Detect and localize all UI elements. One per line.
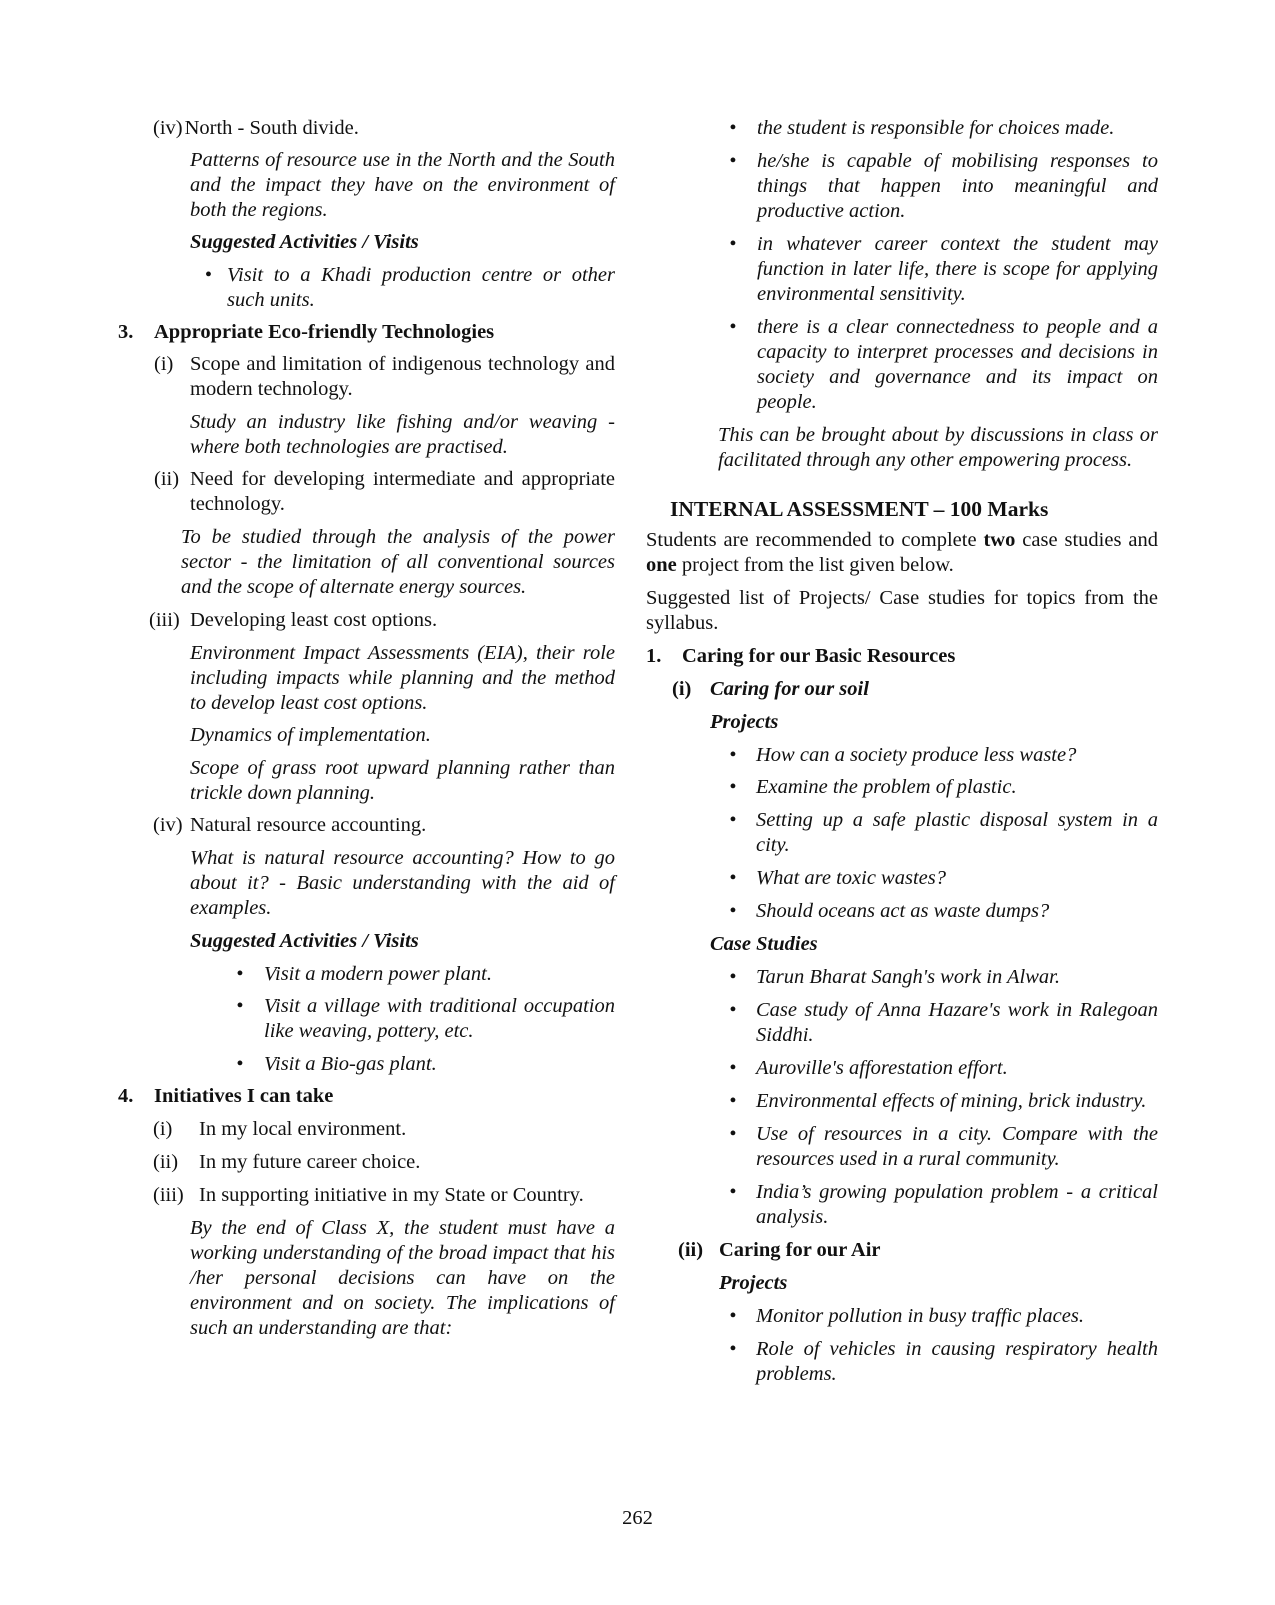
initiative-item	[153, 1117, 615, 1142]
list-item-text: India’s growing population problem - a critical analysis.	[756, 1181, 1158, 1228]
bullet-icon: •	[729, 233, 737, 255]
list-item	[710, 1337, 1158, 1387]
list-item	[710, 1304, 1158, 1329]
item-label: (i)	[153, 1118, 173, 1140]
list-item	[710, 965, 1158, 990]
emphasis-one: one	[646, 554, 677, 576]
text-segment: Students are recommended to complete	[646, 529, 984, 551]
list-item	[709, 149, 1158, 224]
subtopic-soil-heading	[672, 677, 1158, 702]
bullet-icon: •	[729, 966, 737, 988]
list-item-text: there is a clear connectedness to people and a capacity to interpret processes and decisions in society and governance and its impact on people.	[757, 316, 1158, 413]
item-label: (ii)	[154, 468, 180, 490]
bullet-icon: •	[729, 316, 737, 338]
item-text: In my local environment.	[199, 1118, 407, 1140]
subsection-iv-accounting	[153, 813, 615, 838]
section-title: Caring for our Basic Resources	[682, 645, 956, 667]
bullet-icon: •	[729, 809, 737, 831]
activities-heading: Suggested Activities / Visits	[190, 231, 419, 253]
list-item-text: Use of resources in a city. Compare with the resources used in a rural community.	[756, 1123, 1158, 1170]
bullet-icon: •	[729, 900, 737, 922]
assessment-paragraph: Suggested list of Projects/ Case studies for topics from the syllabus.	[646, 587, 1158, 634]
item-title: Need for developing intermediate and appropriate technology.	[190, 468, 615, 515]
list-item-text: What are toxic wastes?	[756, 867, 946, 889]
bullet-icon: •	[204, 264, 213, 286]
bullet-icon: •	[729, 1181, 737, 1203]
list-item	[709, 315, 1158, 415]
item-description: What is natural resource accounting? How to go about it? - Basic understanding with the aid of examples.	[190, 847, 615, 919]
bullet-icon: •	[729, 776, 737, 798]
bullet-icon: •	[729, 1090, 737, 1112]
subsection-iv-north-south	[153, 116, 615, 141]
bullet-icon: •	[729, 744, 737, 766]
list-item	[710, 743, 1158, 768]
list-item	[710, 775, 1158, 800]
item-title: Developing least cost options.	[190, 609, 438, 631]
list-item	[216, 1052, 615, 1077]
bullet-icon: •	[236, 1053, 244, 1075]
item-description: Scope of grass root upward planning rather than trickle down planning.	[190, 757, 615, 804]
item-text: In supporting initiative in my State or Country.	[199, 1184, 584, 1206]
list-item-text: Monitor pollution in busy traffic places.	[756, 1305, 1084, 1327]
list-item-text: Role of vehicles in causing respiratory health problems.	[756, 1338, 1158, 1385]
list-item-text: Should oceans act as waste dumps?	[756, 900, 1050, 922]
list-item	[710, 1180, 1158, 1230]
list-item-text: Setting up a safe plastic disposal system in a city.	[756, 809, 1158, 856]
item-description: Patterns of resource use in the North and the South and the impact they have on the environment of both the regions.	[190, 149, 615, 221]
list-item-text: Environmental effects of mining, brick industry.	[756, 1090, 1147, 1112]
list-item	[709, 232, 1158, 307]
right-column	[646, 116, 1158, 1387]
bullet-icon: •	[236, 995, 244, 1017]
item-title: Scope and limitation of indigenous technology and modern technology.	[190, 353, 615, 400]
item-description: Dynamics of implementation.	[190, 724, 431, 746]
list-item-text: in whatever career context the student may function in later life, there is scope for applying environmental sensitivity.	[757, 233, 1158, 305]
list-item-text: Visit to a Khadi production centre or other such units.	[227, 264, 615, 311]
section-title: Initiatives I can take	[154, 1085, 334, 1107]
bullet-icon: •	[729, 1305, 737, 1327]
bullet-icon: •	[729, 1123, 737, 1145]
item-label: (ii)	[153, 1151, 179, 1173]
list-item	[710, 998, 1158, 1048]
item-label: (iii)	[153, 1184, 184, 1206]
bullet-icon: •	[729, 117, 737, 139]
list-item	[710, 1122, 1158, 1172]
subtopic-title: Caring for our soil	[710, 678, 869, 700]
item-label: (i)	[154, 353, 174, 375]
text-segment: case studies and	[1015, 529, 1158, 551]
list-item-text: Visit a Bio-gas plant.	[264, 1053, 437, 1075]
section-number: 4.	[118, 1085, 134, 1107]
bullet-icon: •	[729, 1338, 737, 1360]
list-item-text: Tarun Bharat Sangh's work in Alwar.	[756, 966, 1060, 988]
initiative-item	[153, 1183, 615, 1208]
list-item-text: Examine the problem of plastic.	[756, 776, 1017, 798]
assessment-paragraph	[646, 528, 1158, 578]
item-description: Environment Impact Assessments (EIA), their role including impacts while planning and the method to develop least cost options.	[190, 642, 615, 714]
projects-label: Projects	[710, 711, 779, 733]
item-label: (i)	[672, 678, 692, 700]
section-title: Appropriate Eco-friendly Technologies	[154, 321, 495, 343]
activities-heading: Suggested Activities / Visits	[190, 930, 419, 952]
list-item-text: Visit a village with traditional occupation like weaving, pottery, etc.	[264, 995, 615, 1042]
list-item-text: Auroville's afforestation effort.	[756, 1057, 1008, 1079]
internal-assessment-heading: INTERNAL ASSESSMENT – 100 Marks	[670, 497, 1049, 521]
section-4-description: By the end of Class X, the student must have a working understanding of the broad impact that his /her personal decisions can have on the environment and on society. The implications of such an understanding are that:	[190, 1217, 615, 1339]
item-title: North - South divide.	[184, 117, 359, 139]
bullet-icon: •	[729, 1057, 737, 1079]
section-number: 3.	[118, 321, 134, 343]
item-label: (iv)	[153, 117, 183, 139]
page-number: 262	[622, 1507, 653, 1529]
subtopic-title: Caring for our Air	[719, 1239, 881, 1261]
projects-label: Projects	[719, 1272, 788, 1294]
initiative-item	[153, 1150, 615, 1175]
bullet-icon: •	[729, 867, 737, 889]
bullet-icon: •	[729, 150, 737, 172]
subsection-iii-least-cost	[149, 608, 615, 633]
list-item	[190, 263, 615, 313]
item-label: (iv)	[153, 814, 183, 836]
subsection-i-scope	[154, 352, 615, 402]
text-segment: project from the list given below.	[676, 554, 954, 576]
left-column	[118, 116, 615, 1341]
emphasis-two: two	[983, 529, 1016, 551]
list-item	[710, 1056, 1158, 1081]
list-item-text: How can a society produce less waste?	[756, 744, 1077, 766]
list-item	[216, 962, 615, 987]
bullet-icon: •	[729, 999, 737, 1021]
item-label: (iii)	[149, 609, 180, 631]
bullet-icon: •	[236, 963, 244, 985]
section-3-heading	[118, 320, 615, 345]
item-text: In my future career choice.	[199, 1151, 421, 1173]
list-item-text: Visit a modern power plant.	[264, 963, 492, 985]
list-item-text: the student is responsible for choices made.	[757, 117, 1115, 139]
case-studies-label: Case Studies	[710, 933, 818, 955]
bullets-note: This can be brought about by discussions in class or facilitated through any other empowering process.	[718, 424, 1158, 471]
item-label: (ii)	[678, 1239, 704, 1261]
subsection-ii-need	[154, 467, 615, 517]
item-title: Natural resource accounting.	[190, 814, 427, 836]
section-number: 1.	[646, 645, 662, 667]
list-item	[710, 1089, 1158, 1114]
list-item-text: Case study of Anna Hazare's work in Ralegoan Siddhi.	[756, 999, 1158, 1046]
list-item-text: he/she is capable of mobilising responses to things that happen into meaningful and productive action.	[757, 150, 1158, 222]
section-4-heading	[118, 1084, 615, 1109]
list-item	[216, 994, 615, 1044]
list-item	[710, 808, 1158, 858]
subtopic-air-heading	[678, 1238, 1158, 1263]
item-description: Study an industry like fishing and/or weaving - where both technologies are practised.	[190, 411, 615, 458]
item-description: To be studied through the analysis of the power sector - the limitation of all conventional sources and the scope of alternate energy sources.	[181, 526, 615, 598]
list-item	[710, 899, 1158, 924]
topic-1-heading	[646, 644, 1158, 669]
list-item	[709, 116, 1158, 141]
list-item	[710, 866, 1158, 891]
